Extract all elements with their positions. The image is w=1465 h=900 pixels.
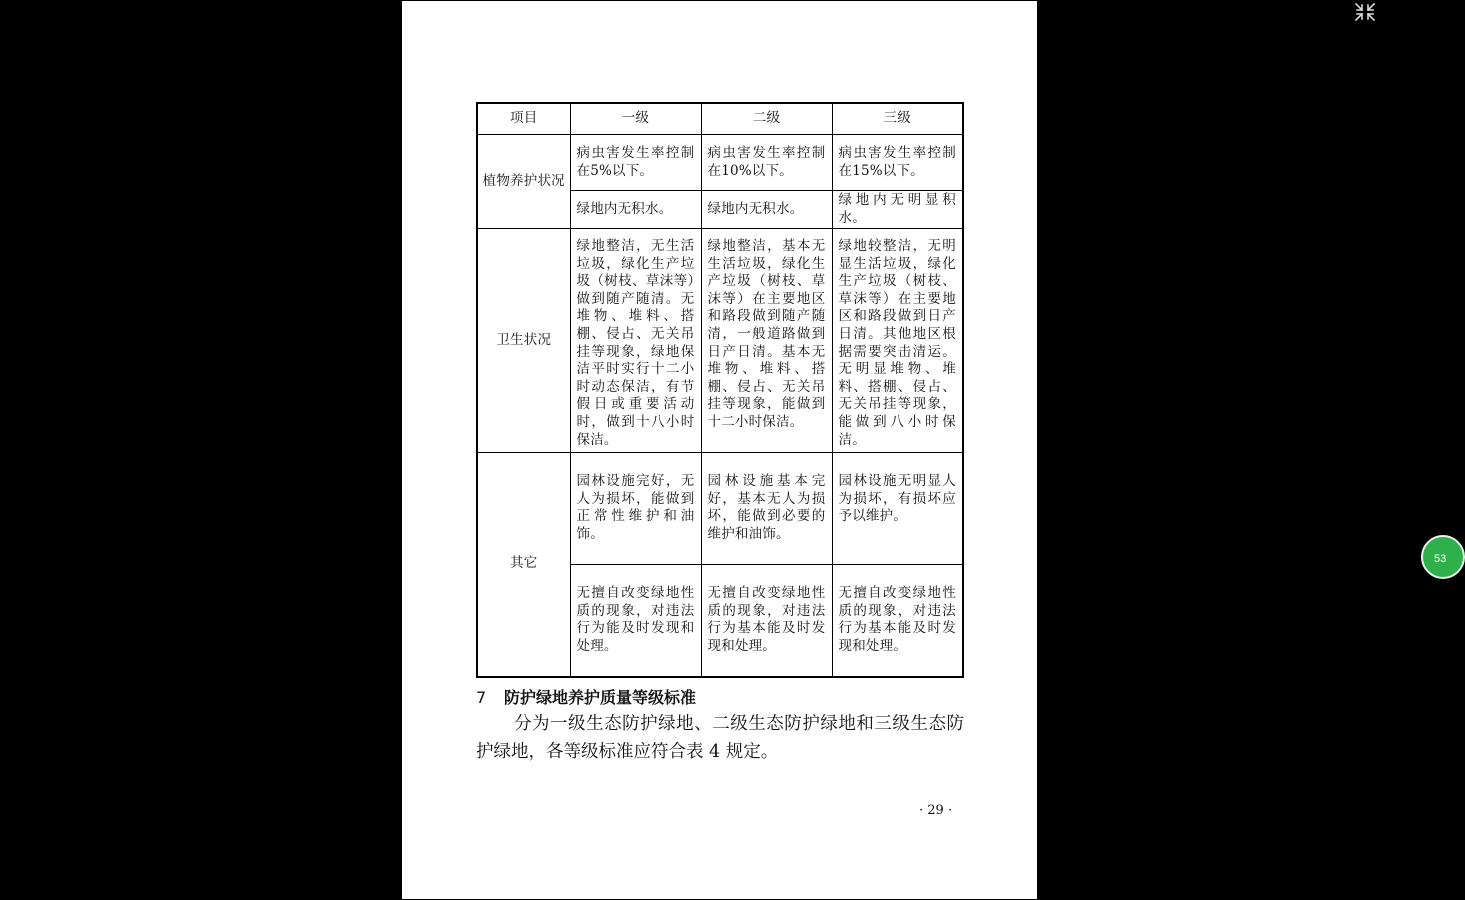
cell-landuse-level-1: 无擅自改变绿地性质的现象，对违法行为能及时发现和处理。 [570,565,701,677]
cell-facilities-level-1: 园林设施完好，无人为损坏，能做到正常性维护和油饰。 [570,453,701,565]
table-row [477,453,963,565]
table-row [477,229,963,453]
cell-pest-level-2: 病虫害发生率控制在10%以下。 [701,135,832,191]
table-row [477,135,963,191]
cell-water-level-1: 绿地内无积水。 [570,191,701,229]
table-header-row [477,103,963,135]
page-number: · 29 · [919,803,953,818]
cell-water-level-3: 绿地内无明显积水。 [832,191,963,229]
header-level-3: 三级 [832,103,963,135]
collapse-arrows-icon[interactable] [1353,1,1377,23]
cell-sanitation-level-1: 绿地整洁，无生活垃圾，绿化生产垃圾（树枝、草沫等）做到随产随清。无堆物、堆料、搭棚、侵占、无关吊挂等现象，绿地保洁平时实行十二小时动态保洁，有节假日或重要活动时，做到十八小时保洁。 [570,229,701,453]
cell-sanitation-level-2: 绿地整洁，基本无生活垃圾，绿化生产垃圾（树枝、草沫等）在主要地区和路段做到随产随清，一般道路做到日产日清。基本无堆物、堆料、搭棚、侵占、无关吊挂等现象，能做到十二小时保洁。 [701,229,832,453]
header-item: 项目 [477,103,570,135]
maintenance-standard-table [476,102,964,678]
section-title: 防护绿地养护质量等级标准 [504,688,697,707]
section-body-text: 分为一级生态防护绿地、二级生态防护绿地和三级生态防护绿地，各等级标准应符合表 4 规定。 [476,714,964,762]
cell-facilities-level-2: 园林设施基本完好，基本无人为损坏，能做到必要的维护和油饰。 [701,453,832,565]
cell-facilities-level-3: 园林设施无明显人为损坏，有损坏应予以维护。 [832,453,963,565]
cell-sanitation-level-3: 绿地较整洁，无明显生活垃圾，绿化生产垃圾（树枝、草沫等）在主要地区和路段做到日产日清。其他地区根据需要突击清运。无明显堆物、堆料、搭棚、侵占、无关吊挂等现象，能做到八小时保洁。 [832,229,963,453]
cell-pest-level-1: 病虫害发生率控制在5%以下。 [570,135,701,191]
page-counter-badge[interactable]: 53 [1421,535,1465,579]
cell-water-level-2: 绿地内无积水。 [701,191,832,229]
row-label-sanitation: 卫生状况 [477,229,570,453]
row-label-other: 其它 [477,453,570,677]
section-number: 7 [476,688,487,707]
header-level-2: 二级 [701,103,832,135]
document-page [402,1,1037,899]
cell-landuse-level-3: 无擅自改变绿地性质的现象，对违法行为基本能及时发现和处理。 [832,565,963,677]
section-heading [476,685,696,708]
cell-pest-level-3: 病虫害发生率控制在15%以下。 [832,135,963,191]
row-label-plant-care: 植物养护状况 [477,135,570,229]
header-level-1: 一级 [570,103,701,135]
cell-landuse-level-2: 无擅自改变绿地性质的现象，对违法行为基本能及时发现和处理。 [701,565,832,677]
